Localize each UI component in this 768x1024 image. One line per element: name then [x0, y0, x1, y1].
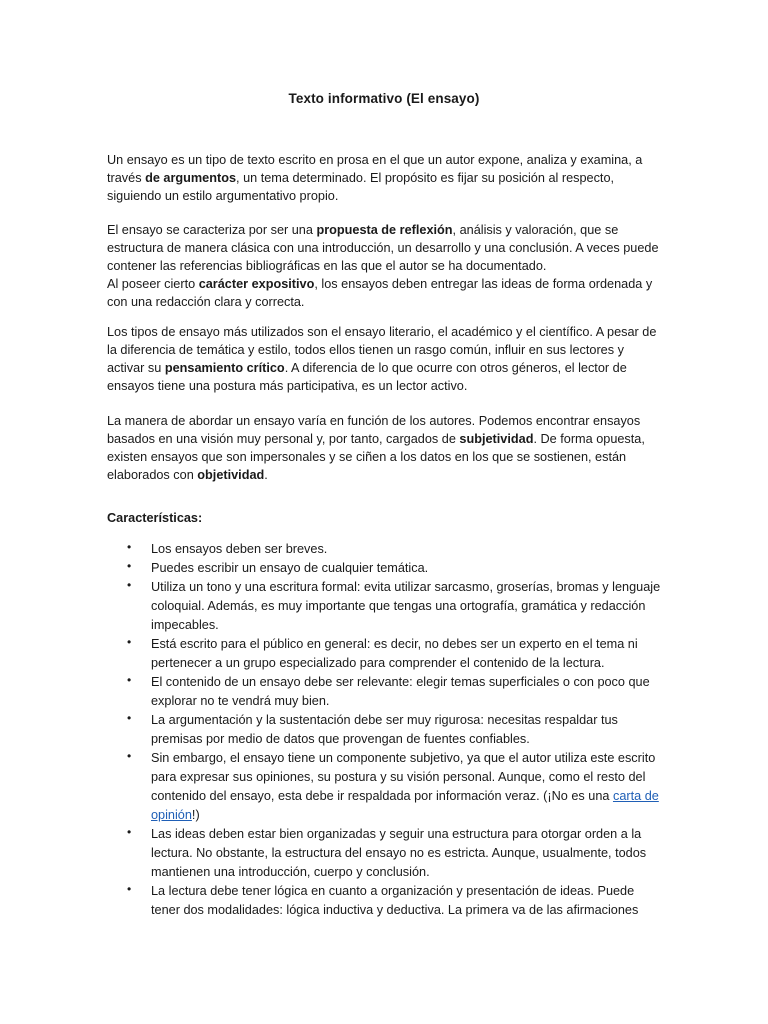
carta-de-opinion-link[interactable]: carta de	[612, 789, 659, 803]
paragraph-line	[107, 359, 667, 377]
list-item-line	[151, 540, 667, 559]
paragraph-line	[107, 323, 667, 341]
list-item-line	[151, 787, 667, 806]
text-run: tener dos modalidades: lógica inductiva y deductiva. La primera va de las afirmaciones	[151, 903, 639, 917]
text-run: contenido del ensayo, esta debe ir respaldada por información veraz. (¡No es una	[151, 789, 613, 803]
bullet-icon: •	[127, 882, 132, 896]
paragraph-line	[107, 377, 667, 395]
paragraph-line	[107, 257, 667, 275]
list-item-line	[151, 635, 667, 654]
bold-text: objetividad	[197, 468, 265, 482]
bold-text: carácter expositivo	[198, 277, 315, 291]
text-run: contener las referencias bibliográficas en las que el autor se ha documentado.	[107, 259, 547, 273]
text-run: través	[107, 171, 146, 185]
text-run: con una redacción clara y correcta.	[107, 295, 305, 309]
list-item-line	[151, 711, 667, 730]
text-run: , análisis y valoración, que se	[452, 223, 619, 237]
features-list	[107, 540, 667, 920]
list-item-line	[151, 825, 667, 844]
text-run: Al poseer cierto	[107, 277, 199, 291]
features-heading: Características:	[107, 511, 203, 525]
list-item-line	[151, 806, 667, 825]
text-run: la diferencia de temática y estilo, todos ellos tienen un rasgo común, influir en sus lectores y	[107, 343, 624, 357]
list-item-line	[151, 730, 667, 749]
bold-text: propuesta de reflexión	[316, 223, 453, 237]
list-item-line	[151, 559, 667, 578]
paragraph-line	[107, 412, 667, 430]
text-run: ensayos tiene una postura más participativa, es un lector activo.	[107, 379, 468, 393]
paragraph-line	[107, 275, 667, 293]
paragraph-intro	[107, 151, 667, 205]
text-run: elaborados con	[107, 468, 198, 482]
bullet-icon: •	[127, 673, 132, 687]
paragraph-line	[107, 430, 667, 448]
carta-de-opinion-link[interactable]: opinión	[151, 808, 192, 822]
list-item	[107, 882, 667, 920]
list-item-line	[151, 749, 667, 768]
text-run: existen ensayos que son impersonales y se ciñen a los datos en los que se sostienen, están	[107, 450, 627, 464]
paragraph-line	[107, 187, 667, 205]
paragraph-line	[107, 151, 667, 169]
list-item-line	[151, 844, 667, 863]
text-run: premisas por medio de datos que provengan de fuentes confiables.	[151, 732, 530, 746]
list-item	[107, 749, 667, 825]
list-item-line	[151, 616, 667, 635]
list-item	[107, 578, 667, 635]
text-run: Los tipos de ensayo más utilizados son el ensayo literario, el académico y el científico. A pesar de	[107, 325, 657, 339]
list-item	[107, 559, 667, 578]
text-run: coloquial. Además, es muy importante que tengas una ortografía, gramática y redacción	[151, 599, 646, 613]
text-run: Utiliza un tono y una escritura formal: evita utilizar sarcasmo, groserías, bromas y lenguaje	[151, 580, 661, 594]
list-item	[107, 540, 667, 559]
list-item	[107, 711, 667, 749]
bullet-icon: •	[127, 711, 132, 725]
text-run: Está escrito para el público en general: es decir, no debes ser un experto en el tema ni	[151, 637, 638, 651]
text-run: Las ideas deben estar bien organizadas y seguir una estructura para otorgar orden a la	[151, 827, 642, 841]
document-title: Texto informativo (El ensayo)	[288, 91, 480, 106]
text-run: estructura de manera clásica con una introducción, un desarrollo y una conclusión. A veces puede	[107, 241, 659, 255]
text-run: Un ensayo es un tipo de texto escrito en prosa en el que un autor expone, analiza y examina, a	[107, 153, 643, 167]
text-run: basados en una visión muy personal y, por tanto, cargados de	[107, 432, 460, 446]
bullet-icon: •	[127, 559, 132, 573]
text-run: impecables.	[151, 618, 219, 632]
text-run: El contenido de un ensayo debe ser relevante: elegir temas superficiales o con poco que	[151, 675, 650, 689]
text-run: Sin embargo, el ensayo tiene un componente subjetivo, ya que el autor utiliza este escrito	[151, 751, 656, 765]
paragraph-line	[107, 466, 667, 484]
paragraph-approach	[107, 412, 667, 484]
text-run: !)	[191, 808, 200, 822]
text-run: .	[264, 468, 268, 482]
paragraph-line	[107, 293, 667, 311]
list-item-line	[151, 654, 667, 673]
text-run: El ensayo se caracteriza por ser una	[107, 223, 317, 237]
list-item-line	[151, 692, 667, 711]
bullet-icon: •	[127, 578, 132, 592]
paragraph-line	[107, 239, 667, 257]
list-item-line	[151, 882, 667, 901]
paragraph-line	[107, 341, 667, 359]
text-run: , un tema determinado. El propósito es fijar su posición al respecto,	[236, 171, 615, 185]
bold-text: de argumentos	[145, 171, 237, 185]
list-item-line	[151, 597, 667, 616]
text-run: La manera de abordar un ensayo varía en función de los autores. Podemos encontrar ensayos	[107, 414, 641, 428]
list-item-line	[151, 863, 667, 882]
bold-text: subjetividad	[459, 432, 534, 446]
text-run: La argumentación y la sustentación debe ser muy rigurosa: necesitas respaldar tus	[151, 713, 618, 727]
text-run: explorar no te vendrá muy bien.	[151, 694, 330, 708]
list-item	[107, 673, 667, 711]
text-run: para expresar sus opiniones, su postura y su visión personal. Aunque, como el resto del	[151, 770, 646, 784]
text-run: mantienen una introducción, cuerpo y conclusión.	[151, 865, 430, 879]
list-item	[107, 825, 667, 882]
text-run: activar su	[107, 361, 165, 375]
paragraph-line	[107, 169, 667, 187]
paragraph-line	[107, 448, 667, 466]
text-run: Los ensayos deben ser breves.	[151, 542, 328, 556]
bold-text: pensamiento crítico	[164, 361, 285, 375]
text-run: La lectura debe tener lógica en cuanto a organización y presentación de ideas. Puede	[151, 884, 635, 898]
paragraph-characterization	[107, 221, 667, 311]
list-item-line	[151, 901, 667, 920]
list-item-line	[151, 578, 667, 597]
paragraph-types	[107, 323, 667, 395]
bullet-icon: •	[127, 749, 132, 763]
bullet-icon: •	[127, 635, 132, 649]
list-item-line	[151, 768, 667, 787]
text-run: lectura. No obstante, la estructura del ensayo no es estricta. Aunque, usualmente, todos	[151, 846, 647, 860]
text-run: , los ensayos deben entregar las ideas de forma ordenada y	[314, 277, 653, 291]
list-item	[107, 635, 667, 673]
bullet-icon: •	[127, 825, 132, 839]
text-run: . A diferencia de lo que ocurre con otros géneros, el lector de	[284, 361, 627, 375]
bullet-icon: •	[127, 540, 132, 554]
text-run: pertenecer a un grupo especializado para comprender el contenido de la lectura.	[151, 656, 605, 670]
text-run: . De forma opuesta,	[533, 432, 645, 446]
paragraph-line	[107, 221, 667, 239]
text-run: Puedes escribir un ensayo de cualquier temática.	[151, 561, 429, 575]
text-run: siguiendo un estilo argumentativo propio.	[107, 189, 339, 203]
list-item-line	[151, 673, 667, 692]
